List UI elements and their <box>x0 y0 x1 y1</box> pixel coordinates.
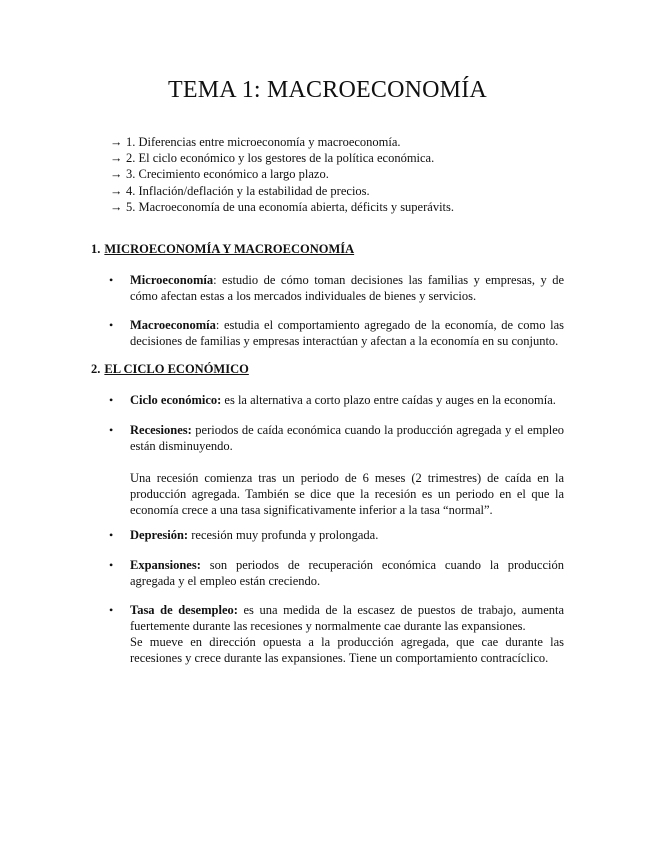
term-separator: : <box>215 318 220 332</box>
bullet-icon: • <box>109 318 114 332</box>
toc-item <box>110 199 570 215</box>
bullet-icon: • <box>109 273 114 287</box>
term-label: Depresión: <box>130 528 189 542</box>
bullet-depresion <box>109 527 564 543</box>
bullet-ciclo-economico <box>109 392 564 408</box>
arrow-right-icon: → <box>110 167 123 182</box>
toc-item-text: 1. Diferencias entre microeconomía y macroeconomía. <box>126 135 401 149</box>
bullet-macroeconomia <box>109 317 564 349</box>
arrow-right-icon: → <box>110 183 123 198</box>
term-label: Macroeconomía <box>130 318 216 332</box>
section-1-heading <box>91 241 354 257</box>
bullet-icon: • <box>109 603 114 617</box>
section-2-number: 2. <box>91 362 101 376</box>
term-definition: periodos de caída económica cuando la producción agregada y el empleo están disminuyendo. <box>130 423 564 453</box>
page-title: TEMA 1: MACROECONOMÍA <box>168 77 487 103</box>
bullet-expansiones <box>109 557 564 589</box>
arrow-right-icon: → <box>110 135 123 149</box>
recesion-extra-paragraph: Una recesión comienza tras un periodo de 6 meses (2 trimestres) de caída en la producción agregada. También se dice que la recesión es un periodo en el que la economía crece a una tasa significativamente inferior a la tasa “normal”. <box>130 471 564 517</box>
term-separator: : <box>213 273 217 287</box>
term-label: Ciclo económico: <box>130 393 222 407</box>
toc-item-text: 2. El ciclo económico y los gestores de la política económica. <box>126 151 435 166</box>
desempleo-extra-paragraph: Se mueve en dirección opuesta a la producción agregada, que cae durante las recesiones y crece durante las expansiones. Tiene un comportamiento contracíclico. <box>130 635 564 665</box>
arrow-right-icon: → <box>110 151 123 166</box>
bullet-recesiones <box>109 422 564 518</box>
toc-item <box>110 183 570 199</box>
toc-item <box>110 150 570 166</box>
term-definition: es una medida de la escasez de puestos de trabajo, aumenta fuertemente durante las recesiones y normalmente cae durante las expansiones. <box>130 603 565 633</box>
bullet-icon: • <box>109 423 114 437</box>
arrow-right-icon: → <box>110 199 123 214</box>
toc-item-text: 3. Crecimiento económico a largo plazo. <box>126 167 329 182</box>
term-label: Recesiones: <box>130 423 192 437</box>
section-2-title: EL CICLO ECONÓMICO <box>104 362 249 376</box>
term-label: Microeconomía <box>130 273 214 287</box>
toc-item <box>110 134 570 150</box>
section-2-heading <box>91 361 249 377</box>
bullet-icon: • <box>109 558 114 572</box>
term-definition: son periodos de recuperación económica cuando la producción agregada y el empleo están creciendo. <box>130 558 564 588</box>
toc-item <box>110 166 570 182</box>
bullet-microeconomia <box>109 272 564 304</box>
term-definition: estudia el comportamiento agregado de la economía, de como las decisiones de familias y empresas interactúan y afectan a la economía en su conjunto. <box>130 318 564 348</box>
bullet-icon: • <box>109 393 114 407</box>
section-1-number: 1. <box>91 242 101 256</box>
toc-item-text: 5. Macroeconomía de una economía abierta, déficits y superávits. <box>126 199 455 214</box>
term-definition: es la alternativa a corto plazo entre caídas y auges en la economía. <box>221 393 556 407</box>
term-label: Tasa de desempleo: <box>130 603 238 617</box>
bullet-tasa-desempleo <box>109 602 565 666</box>
table-of-contents <box>110 134 570 215</box>
term-definition: recesión muy profunda y prolongada. <box>188 528 379 542</box>
toc-item-text: 4. Inflación/deflación y la estabilidad de precios. <box>126 183 370 198</box>
bullet-icon: • <box>109 528 114 542</box>
section-1-title: MICROECONOMÍA Y MACROECONOMÍA <box>104 242 355 256</box>
term-label: Expansiones: <box>130 558 201 572</box>
term-definition: estudio de cómo toman decisiones las familias y empresas, y de cómo afectan estas a los mercados individuales de bienes y servicios. <box>130 273 564 303</box>
